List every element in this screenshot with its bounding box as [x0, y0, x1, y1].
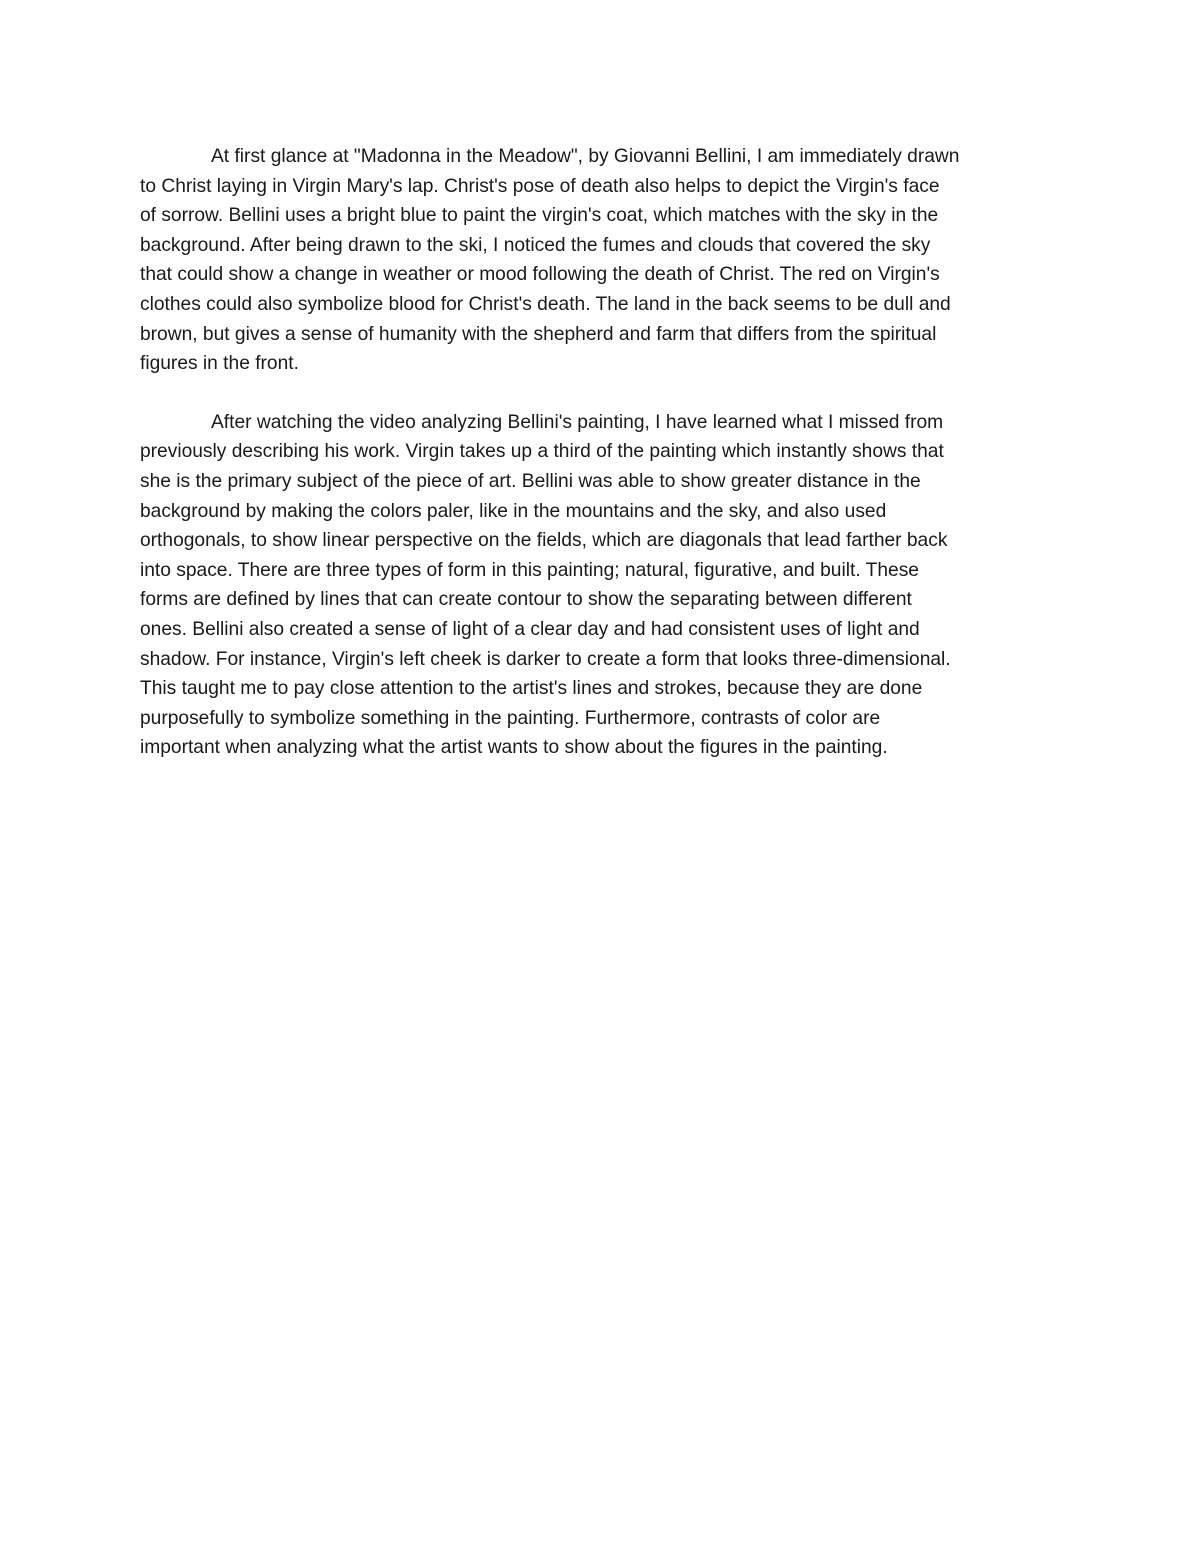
paragraph-line: background by making the colors paler, like in the mountains and the sky, and also used — [140, 500, 887, 522]
paragraph-line: background. After being drawn to the ski, I noticed the fumes and clouds that covered the sky — [140, 234, 931, 256]
paragraph-line: of sorrow. Bellini uses a bright blue to paint the virgin's coat, which matches with the sky in the — [140, 205, 939, 227]
paragraph-line: ones. Bellini also created a sense of light of a clear day and had consistent uses of light and — [140, 618, 920, 640]
paragraph-line: that could show a change in weather or mood following the death of Christ. The red on Virgin's — [140, 264, 940, 286]
paragraph-line: previously describing his work. Virgin takes up a third of the painting which instantly shows that — [140, 441, 944, 463]
paragraph-line: figures in the front. — [140, 353, 299, 375]
paragraph-2 — [140, 408, 1062, 763]
paragraph-line: purposefully to symbolize something in the painting. Furthermore, contrasts of color are — [140, 707, 881, 729]
paragraph-line: After watching the video analyzing Bellini's painting, I have learned what I missed from — [211, 411, 944, 433]
paragraph-line: important when analyzing what the artist wants to show about the figures in the painting. — [140, 737, 888, 759]
paragraph-line: shadow. For instance, Virgin's left cheek is darker to create a form that looks three-dimensional. — [140, 648, 951, 670]
paragraph-line: she is the primary subject of the piece of art. Bellini was able to show greater distance in the — [140, 470, 921, 492]
paragraph-line: to Christ laying in Virgin Mary's lap. Christ's pose of death also helps to depict the Virgin's face — [140, 175, 940, 197]
paragraph-line: clothes could also symbolize blood for Christ's death. The land in the back seems to be dull and — [140, 293, 951, 315]
paragraph-line: brown, but gives a sense of humanity with the shepherd and farm that differs from the spiritual — [140, 323, 937, 345]
paragraph-spacer — [140, 379, 1062, 408]
paragraph-line: This taught me to pay close attention to the artist's lines and strokes, because they are done — [140, 678, 923, 700]
paragraph-line: At first glance at "Madonna in the Meadow", by Giovanni Bellini, I am immediately drawn — [211, 146, 960, 167]
paragraph-1 — [140, 142, 1062, 379]
paragraph-line: into space. There are three types of form in this painting; natural, figurative, and built. These — [140, 559, 919, 581]
paragraph-line: forms are defined by lines that can create contour to show the separating between different — [140, 589, 912, 611]
document-body — [140, 142, 1062, 763]
paragraph-line: orthogonals, to show linear perspective on the fields, which are diagonals that lead farther back — [140, 530, 948, 552]
